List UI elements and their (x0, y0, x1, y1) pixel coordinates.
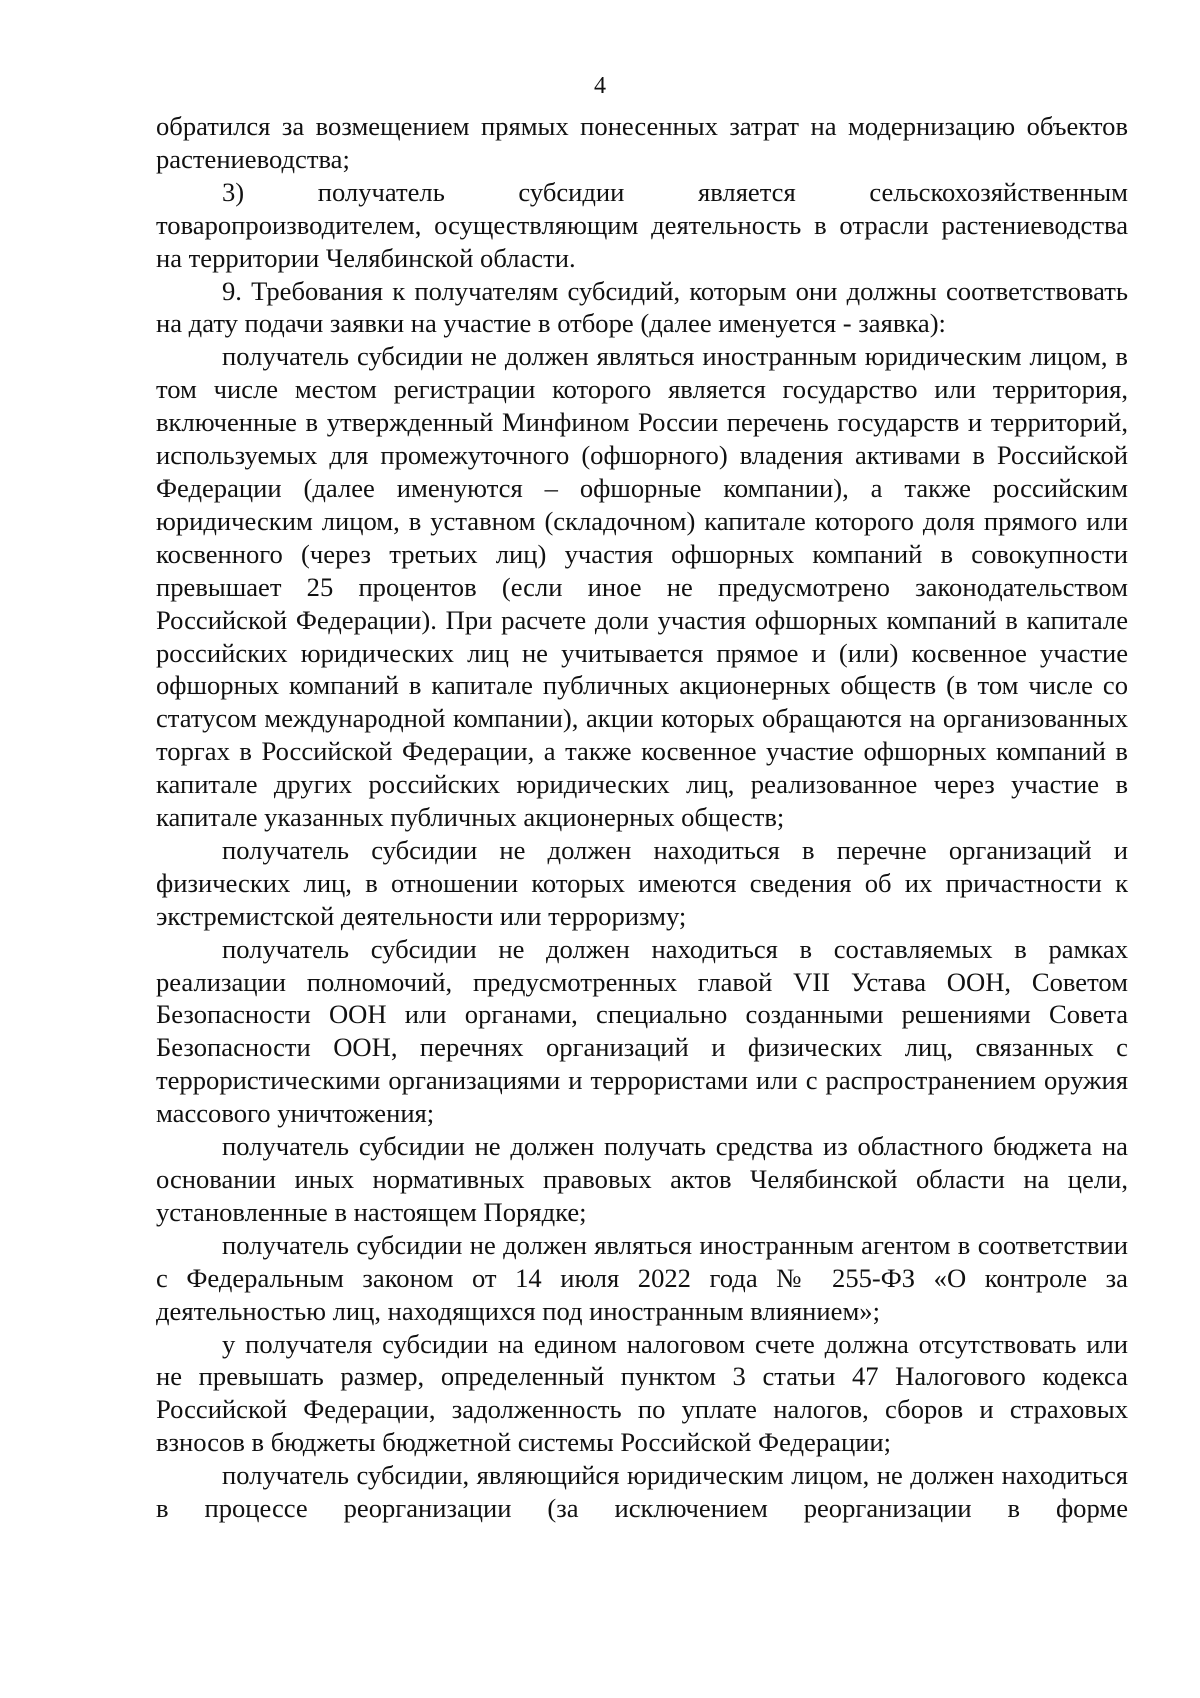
paragraph-continuation: обратился за возмещением прямых понесенных затрат на модернизацию объектов растениеводства; (156, 111, 1128, 174)
paragraph-un-list-requirement: получатель субсидии не должен находиться в составляемых в рамках реализации полномочий, предусмотренных главой VII Устава ООН, Советом Безопасности ООН или органами, специально созданными решениями Совета Безопасности ООН, перечнях организаций и физических лиц, связанных с террористическими организациями и террористами или с распространением оружия массового уничтожения; (156, 933, 1128, 1129)
paragraph-reorganization-requirement: получатель субсидии, являющийся юридическим лицом, не должен находиться в процессе реорганизации (за исключением реорганизации в форме (156, 1460, 1128, 1524)
paragraph-budget-funds-requirement: получатель субсидии не должен получать средства из областного бюджета на основании иных нормативных правовых актов Челябинской области на цели, установленные в настоящем Порядке; (156, 1131, 1128, 1227)
document-body (156, 110, 1128, 1525)
paragraph-extremism-requirement: получатель субсидии не должен находиться в перечне организаций и физических лиц, в отношении которых имеются сведения об их причастности к экстремистской деятельности или терроризму; (156, 834, 1128, 931)
paragraph-tax-debt-requirement: у получателя субсидии на едином налоговом счете должна отсутствовать или не превышать размер, определенный пунктом 3 статьи 47 Налогового кодекса Российской Федерации, задолженность по уплате налогов, сборов и страховых взносов в бюджеты бюджетной системы Российской Федерации; (156, 1328, 1128, 1458)
paragraph-section-9: 9. Требования к получателям субсидий, которым они должны соответствовать на дату подачи заявки на участие в отборе (далее именуется - заявка): (156, 275, 1128, 339)
paragraph-item-3: 3) получатель субсидии является сельскохозяйственным товаропроизводителем, осуществляющим деятельность в отрасли растениеводства на территории Челябинской области. (156, 176, 1128, 273)
paragraph-offshore-requirement: получатель субсидии не должен являться иностранным юридическим лицом, в том числе местом регистрации которого является государство или территория, включенные в утвержденный Минфином России перечень государств и территорий, используемых для промежуточного (офшорного) владения активами в Российской Федерации (далее именуются – офшорные компании), а также российским юридическим лицом, в уставном (складочном) капитале которого доля прямого или косвенного (через третьих лиц) участия офшорных компаний в совокупности превышает 25 процентов (если иное не предусмотрено законодательством Российской Федерации). При расчете доли участия офшорных компаний в капитале российских юридических лиц не учитывается прямое и (или) косвенное участие офшорных компаний в капитале публичных акционерных обществ (в том числе со статусом международной компании), акции которых обращаются на организованных торгах в Российской Федерации, а также косвенное участие офшорных компаний в капитале других российских юридических лиц, реализованное через участие в капитале указанных публичных акционерных обществ; (156, 341, 1128, 833)
page-number: 4 (594, 73, 606, 99)
paragraph-foreign-agent-requirement: получатель субсидии не должен являться иностранным агентом в соответствии с Федеральным законом от 14 июля 2022 года № 255-ФЗ «О контроле за деятельностью лиц, находящихся под иностранным влиянием»; (156, 1229, 1128, 1326)
